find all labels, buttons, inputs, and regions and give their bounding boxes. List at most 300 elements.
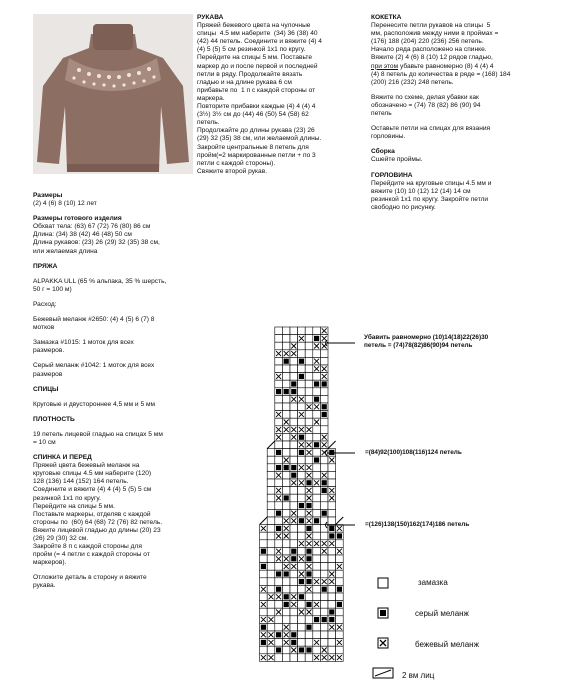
middle-line: маркера. bbox=[197, 94, 225, 102]
sweater-photo bbox=[33, 14, 193, 174]
chart-cell bbox=[267, 563, 275, 571]
right-line: Сшейте проймы. bbox=[371, 156, 423, 164]
chart-cell-grey-mark bbox=[261, 640, 266, 645]
chart-cell bbox=[305, 616, 313, 624]
chart-cell bbox=[313, 525, 321, 533]
chart-cell bbox=[260, 570, 268, 578]
middle-line: маркер до и после первой и последней bbox=[197, 62, 318, 70]
chart-cell bbox=[282, 365, 290, 373]
left-line: = 10 см bbox=[33, 438, 56, 446]
chart-cell bbox=[313, 631, 321, 639]
right-line: резинкой 1x1 по кругу. Закройте петли bbox=[371, 195, 489, 203]
chart-cell bbox=[275, 327, 283, 335]
chart-cell bbox=[305, 365, 313, 373]
right-line: Перейдите на круговые спицы 4.5 мм и bbox=[371, 179, 492, 187]
chart-cell bbox=[313, 471, 321, 479]
chart-cell bbox=[290, 654, 298, 662]
chart-cell bbox=[320, 639, 328, 647]
chart-cell bbox=[282, 441, 290, 449]
chart-cell-grey-mark bbox=[276, 389, 281, 394]
chart-cell bbox=[305, 335, 313, 343]
left-line: Соедините и вяжите (4) 4 (4) 5 (5) 5 см bbox=[33, 486, 152, 494]
chart-cell bbox=[290, 525, 298, 533]
chart-cell-grey-mark bbox=[322, 587, 327, 592]
chart-cell bbox=[313, 585, 321, 593]
chart-cell bbox=[305, 456, 313, 464]
chart-cell bbox=[313, 547, 321, 555]
middle-line: спицы 4.5 мм наберите (34) 36 (38) 40 bbox=[197, 30, 318, 38]
chart-cell bbox=[267, 646, 275, 654]
chart-cell bbox=[267, 509, 275, 517]
chart-cell bbox=[336, 616, 344, 624]
right-line: (176) 188 (204) 220 (236) 256 петель. bbox=[371, 38, 484, 46]
chart-cell bbox=[298, 380, 306, 388]
middle-line: Продолжайте до длины рукава (23) 26 bbox=[197, 127, 315, 135]
chart-cell bbox=[282, 502, 290, 510]
chart-cell bbox=[267, 601, 275, 609]
chart-cell bbox=[267, 479, 275, 487]
chart-cell-grey-mark bbox=[284, 465, 289, 470]
chart-cell-grey-mark bbox=[261, 625, 266, 630]
chart-cell bbox=[282, 403, 290, 411]
chart-cell-grey-mark bbox=[284, 602, 289, 607]
chart-cell bbox=[275, 335, 283, 343]
right-line: Вяжите (2) 4 (6) 8 (10) 12 рядов гладью, bbox=[371, 54, 493, 62]
chart-cell bbox=[298, 487, 306, 495]
chart-cell bbox=[298, 616, 306, 624]
chart-cell-grey-mark bbox=[299, 359, 304, 364]
chart-cell bbox=[267, 525, 275, 533]
chart-cell bbox=[305, 342, 313, 350]
chart-cell bbox=[260, 532, 268, 540]
chart-cell bbox=[320, 555, 328, 563]
chart-cell bbox=[305, 418, 313, 426]
chart-cell bbox=[267, 487, 275, 495]
chart-cell-grey-mark bbox=[337, 533, 342, 538]
chart-cell bbox=[290, 570, 298, 578]
chart-cell bbox=[313, 327, 321, 335]
chart-cell bbox=[282, 654, 290, 662]
chart-cell-grey-mark bbox=[306, 480, 311, 485]
chart-cell bbox=[313, 464, 321, 472]
chart-cell bbox=[290, 616, 298, 624]
chart-cell bbox=[282, 479, 290, 487]
middle-line: (4) 5 (5) 5 см резинкой 1x1 по кругу. bbox=[197, 46, 306, 54]
chart-cell bbox=[313, 494, 321, 502]
chart-cell bbox=[282, 646, 290, 654]
chart-cell-grey-mark bbox=[261, 549, 266, 554]
chart-cell-grey-mark bbox=[306, 647, 311, 652]
chart-cell bbox=[313, 502, 321, 510]
left-line: (26) 29 (30) 32 см. bbox=[33, 535, 89, 542]
left-line: пройм (= 4 петли с каждой стороны от bbox=[33, 551, 150, 559]
left-line: мотков bbox=[33, 324, 55, 332]
left-line: маркеров). bbox=[33, 559, 67, 567]
chart-cell bbox=[267, 471, 275, 479]
chart-cell-grey-mark bbox=[314, 617, 319, 622]
chart-cell bbox=[298, 471, 306, 479]
middle-line: Пряжей бежевого цвета на чулочные bbox=[197, 22, 311, 30]
chart-cell bbox=[290, 532, 298, 540]
chart-cell-grey-mark bbox=[276, 587, 281, 592]
chart-cell bbox=[275, 654, 283, 662]
chart-cell bbox=[305, 357, 313, 365]
chart-cell-grey-mark bbox=[329, 617, 334, 622]
chart-cell bbox=[267, 578, 275, 586]
chart-cell-grey-mark bbox=[291, 465, 296, 470]
chart-cell-grey-mark bbox=[284, 571, 289, 576]
chart-cell bbox=[267, 532, 275, 540]
chart-cell bbox=[275, 403, 283, 411]
chart-cell bbox=[267, 547, 275, 555]
chart-cell bbox=[282, 509, 290, 517]
chart-cell bbox=[282, 487, 290, 495]
chart-cell bbox=[298, 388, 306, 396]
chart-cell bbox=[267, 456, 275, 464]
chart-cell bbox=[298, 654, 306, 662]
middle-line: петли с каждой стороны). bbox=[197, 159, 276, 167]
chart-cell bbox=[275, 540, 283, 548]
chart-cell-grey-mark bbox=[284, 594, 289, 599]
chart-cell bbox=[282, 578, 290, 586]
chart-cell-grey-mark bbox=[314, 397, 319, 402]
legend-label-zamazka: замазка bbox=[418, 578, 448, 587]
right-line: петель bbox=[371, 110, 392, 118]
chart-cell bbox=[282, 540, 290, 548]
chart-cell bbox=[290, 487, 298, 495]
chart-cell-grey-mark bbox=[299, 647, 304, 652]
chart-cell bbox=[313, 426, 321, 434]
left-line: Размеры готового изделия bbox=[33, 215, 122, 223]
chart-cell-grey-mark bbox=[284, 359, 289, 364]
chart-cell bbox=[282, 395, 290, 403]
right-column bbox=[371, 14, 561, 212]
chart-cell bbox=[305, 631, 313, 639]
chart-cell-grey-mark bbox=[299, 579, 304, 584]
chart-cell bbox=[328, 547, 336, 555]
left-line: Серый меланж #1042: 1 моток для всех bbox=[33, 362, 155, 370]
middle-line: Свяжите второй рукав. bbox=[197, 167, 268, 175]
chart-cell bbox=[290, 578, 298, 586]
chart-cell bbox=[336, 570, 344, 578]
right-line: Вяжите по схеме, делая убавки как bbox=[371, 93, 479, 101]
chart-cell bbox=[267, 540, 275, 548]
chart-cell bbox=[320, 532, 328, 540]
legend-label-k2tog: 2 вм лиц bbox=[402, 671, 435, 680]
chart-cell bbox=[336, 540, 344, 548]
chart-cell-grey-mark bbox=[291, 389, 296, 394]
chart-cell bbox=[305, 350, 313, 358]
chart-cell bbox=[275, 395, 283, 403]
left-column bbox=[33, 192, 223, 591]
legend-symbols bbox=[370, 575, 400, 690]
middle-line: петель. bbox=[197, 119, 220, 127]
right-line: (4) 8 петель до количества в ряде = (168) 184 bbox=[371, 70, 511, 78]
chart-cell bbox=[328, 585, 336, 593]
left-line: Поставьте маркеры, отделяв с каждой bbox=[33, 510, 151, 518]
left-line: Замазка #1015: 1 моток для всех bbox=[33, 339, 134, 347]
chart-cell-grey-mark bbox=[306, 602, 311, 607]
chart-cell bbox=[267, 449, 275, 457]
chart-cell-grey-mark bbox=[276, 450, 281, 455]
chart-cell bbox=[298, 342, 306, 350]
right-line: обозначено = (74) 78 (82) 86 (90) 94 bbox=[371, 101, 481, 109]
left-line: размеров bbox=[33, 370, 63, 378]
chart-cell bbox=[320, 623, 328, 631]
chart-cell-grey-mark bbox=[261, 564, 266, 569]
chart-cell bbox=[290, 441, 298, 449]
middle-line: петли в ряду. Продолжайте вязать bbox=[197, 70, 303, 78]
chart-cell bbox=[275, 616, 283, 624]
chart-cell bbox=[298, 639, 306, 647]
chart-cell bbox=[336, 631, 344, 639]
middle-column bbox=[197, 14, 367, 176]
chart-cell bbox=[313, 532, 321, 540]
chart-cell bbox=[336, 608, 344, 616]
chart-cell bbox=[328, 601, 336, 609]
chart-cell bbox=[305, 388, 313, 396]
chart-cell bbox=[282, 380, 290, 388]
right-line: горловины. bbox=[371, 133, 406, 141]
chart-cell bbox=[282, 411, 290, 419]
middle-line: пройм(=2 маркированные петли + по 3 bbox=[197, 151, 316, 159]
chart-cell bbox=[320, 608, 328, 616]
chart-note-decrease-2: =(84)92(100)108(116)124 петель bbox=[365, 449, 462, 456]
chart-cell bbox=[336, 578, 344, 586]
chart-cell-grey-mark bbox=[306, 549, 311, 554]
chart-cell bbox=[298, 601, 306, 609]
chart-cell bbox=[282, 335, 290, 343]
left-line: стороны по (60) 64 (68) 72 (76) 82 петель. bbox=[33, 518, 163, 526]
chart-note-decrease-1: Убавить равномерно (10)14(18)22(26)30 петель = (74)78(82)86(90)94 петель bbox=[364, 334, 489, 349]
chart-cell bbox=[313, 350, 321, 358]
chart-cell bbox=[313, 623, 321, 631]
chart-cell bbox=[313, 388, 321, 396]
chart-cell bbox=[282, 616, 290, 624]
chart-cell bbox=[275, 601, 283, 609]
chart-cell-grey-mark bbox=[291, 632, 296, 637]
chart-cell-grey-mark bbox=[291, 640, 296, 645]
chart-cell bbox=[275, 479, 283, 487]
chart-cell bbox=[275, 502, 283, 510]
chart-cell-grey-mark bbox=[299, 374, 304, 379]
chart-cell bbox=[305, 639, 313, 647]
left-line: круговые спицы 4.5 мм наберите (120) bbox=[33, 470, 152, 478]
chart-cell bbox=[328, 563, 336, 571]
chart-cell bbox=[290, 456, 298, 464]
right-line: при этом убавьте равномерно (8) 4 (4) 4 bbox=[371, 62, 494, 70]
chart-cell bbox=[290, 494, 298, 502]
chart-cell-grey-mark bbox=[306, 571, 311, 576]
chart-cell-grey-mark bbox=[299, 435, 304, 440]
chart-cell bbox=[313, 373, 321, 381]
chart-cell bbox=[290, 623, 298, 631]
chart-cell bbox=[267, 555, 275, 563]
left-line: Длина рукавов: (23) 26 (29) 32 (35) 38 см, bbox=[33, 239, 160, 247]
chart-cell bbox=[305, 327, 313, 335]
left-line: (2) 4 (6) 8 (10) 12 лет bbox=[33, 200, 97, 208]
chart-cell-grey-mark bbox=[314, 518, 319, 523]
chart-cell bbox=[275, 456, 283, 464]
chart-cell bbox=[313, 563, 321, 571]
chart-cell bbox=[320, 631, 328, 639]
chart-cell-grey-mark bbox=[337, 587, 342, 592]
left-line: ALPAKKA ULL (65 % альпака, 35 % шерсть, bbox=[33, 277, 167, 285]
right-line: Сборка bbox=[371, 148, 395, 156]
chart-cell bbox=[260, 578, 268, 586]
chart-cell-grey-mark bbox=[314, 442, 319, 447]
chart-cell-grey-mark bbox=[276, 465, 281, 470]
middle-line: гладью и на длине рукава 6 см bbox=[197, 78, 292, 86]
chart-cell bbox=[282, 449, 290, 457]
chart-cell-grey-mark bbox=[291, 473, 296, 478]
chart-cell bbox=[298, 365, 306, 373]
chart-cell bbox=[298, 494, 306, 502]
chart-cell bbox=[275, 357, 283, 365]
legend-label-grey: серый меланж bbox=[415, 609, 469, 618]
chart-cell bbox=[290, 418, 298, 426]
chart-cell bbox=[320, 593, 328, 601]
chart-cell bbox=[313, 555, 321, 563]
chart-cell bbox=[298, 525, 306, 533]
chart-cell bbox=[328, 639, 336, 647]
chart-cell bbox=[260, 555, 268, 563]
chart-decrease-mark bbox=[260, 517, 268, 525]
middle-line: прибавьте по 1 п с каждой стороны от bbox=[197, 86, 316, 94]
middle-line: Перейдите на спицы 5 мм. Поставьте bbox=[197, 54, 313, 62]
chart-cell bbox=[298, 418, 306, 426]
chart-cell bbox=[336, 646, 344, 654]
chart-cell bbox=[282, 585, 290, 593]
chart-cell bbox=[298, 532, 306, 540]
legend-empty-icon bbox=[378, 578, 388, 588]
left-line: Расход: bbox=[33, 300, 57, 308]
chart-cell bbox=[313, 411, 321, 419]
chart-cell bbox=[275, 418, 283, 426]
chart-cell bbox=[298, 563, 306, 571]
right-line: КОКЕТКА bbox=[371, 14, 402, 21]
chart-cell-grey-mark bbox=[299, 503, 304, 508]
chart-cell bbox=[260, 540, 268, 548]
chart-cell bbox=[298, 403, 306, 411]
chart-cell bbox=[320, 563, 328, 571]
chart-cell-grey-mark bbox=[306, 526, 311, 531]
chart-cell-grey-mark bbox=[299, 518, 304, 523]
chart-cell bbox=[298, 456, 306, 464]
chart-cell-grey-mark bbox=[306, 579, 311, 584]
chart-cell bbox=[275, 517, 283, 525]
left-line: резинкой 1x1 по кругу. bbox=[33, 494, 101, 502]
chart-cell bbox=[298, 623, 306, 631]
chart-cell bbox=[267, 623, 275, 631]
chart-cell-grey-mark bbox=[276, 526, 281, 531]
right-line: мм, расположив между ними в проймах = bbox=[371, 30, 499, 38]
left-line: размеров. bbox=[33, 347, 65, 355]
chart-cell bbox=[275, 342, 283, 350]
chart-cell bbox=[290, 411, 298, 419]
right-line: ГОРЛОВИНА bbox=[371, 171, 413, 179]
chart-cell-grey-mark bbox=[329, 533, 334, 538]
chart-cell-grey-mark bbox=[276, 647, 281, 652]
left-line: Отложите деталь в сторону и вяжите bbox=[33, 574, 147, 582]
chart-cell bbox=[290, 335, 298, 343]
chart-cell bbox=[313, 449, 321, 457]
left-line: Закройте 8 п с каждой стороны для bbox=[33, 543, 142, 551]
right-line: Начало ряда расположено на спинке. bbox=[371, 46, 487, 54]
chart-cell bbox=[298, 547, 306, 555]
chart-cell-grey-mark bbox=[276, 571, 281, 576]
chart-cell bbox=[305, 373, 313, 381]
chart-cell-grey-mark bbox=[276, 632, 281, 637]
chart-cell bbox=[290, 502, 298, 510]
chart-cell bbox=[313, 608, 321, 616]
chart-cell bbox=[313, 570, 321, 578]
chart-decrease-mark bbox=[267, 441, 275, 449]
legend-label-beige: бежевый меланж bbox=[415, 640, 479, 649]
left-line: 50 г = 100 м) bbox=[33, 285, 72, 293]
chart-cell bbox=[305, 654, 313, 662]
middle-line: Закройте центральные 8 петель для bbox=[197, 143, 309, 151]
left-line: или желаемая длина bbox=[33, 247, 98, 255]
right-line: (200) 216 (232) 248 петель. bbox=[371, 78, 454, 86]
chart-cell-grey-mark bbox=[314, 336, 319, 341]
chart-cell bbox=[313, 487, 321, 495]
left-line: ПРЯЖА bbox=[33, 262, 58, 270]
chart-cell bbox=[328, 646, 336, 654]
chart-cell bbox=[267, 570, 275, 578]
chart-cell-grey-mark bbox=[299, 450, 304, 455]
chart-cell bbox=[267, 464, 275, 472]
chart-cell bbox=[320, 570, 328, 578]
left-line: Обхват тела: (63) 67 (72) 76 (80) 86 см bbox=[33, 223, 151, 231]
left-line: СПИНКА И ПЕРЕД bbox=[33, 454, 92, 462]
chart-cell bbox=[336, 593, 344, 601]
chart-cell bbox=[260, 608, 268, 616]
chart-cell-grey-mark bbox=[306, 625, 311, 630]
chart-cell bbox=[298, 509, 306, 517]
chart-cell bbox=[298, 350, 306, 358]
middle-line: (29) 32 (35) 38 см, или желаемой длины. bbox=[197, 135, 322, 143]
chart-cell-grey-mark bbox=[291, 556, 296, 561]
chart-cell bbox=[282, 608, 290, 616]
chart-arrows bbox=[325, 330, 365, 530]
left-line: Бежевый меланж #2650: (4) 4 (5) 6 (7) 8 bbox=[33, 316, 155, 324]
chart-cell bbox=[282, 471, 290, 479]
left-line: ПЛОТНОСТЬ bbox=[33, 415, 75, 423]
chart-cell bbox=[260, 593, 268, 601]
chart-note-decrease-3: =(126)138(150)162(174)186 петель bbox=[365, 521, 470, 528]
chart-cell bbox=[267, 502, 275, 510]
chart-cell bbox=[267, 517, 275, 525]
chart-cell bbox=[298, 327, 306, 335]
chart-cell-grey-mark bbox=[314, 457, 319, 462]
chart-cell bbox=[282, 547, 290, 555]
chart-cell bbox=[275, 623, 283, 631]
middle-line: (42) 44 петель. Соедините и вяжите (4) 4 bbox=[197, 38, 322, 46]
chart-cell bbox=[275, 365, 283, 373]
left-line: 19 петель лицевой гладью на спицах 5 мм bbox=[33, 430, 163, 438]
chart-cell-grey-mark bbox=[299, 594, 304, 599]
chart-cell bbox=[290, 608, 298, 616]
left-line: Вяжите лицевой гладью до длины (20) 23 bbox=[33, 526, 161, 534]
chart-cell bbox=[298, 585, 306, 593]
chart-cell bbox=[282, 342, 290, 350]
chart-cell bbox=[305, 395, 313, 403]
chart-cell-grey-mark bbox=[314, 381, 319, 386]
chart-cell bbox=[275, 563, 283, 571]
chart-cell bbox=[290, 327, 298, 335]
chart-cell bbox=[260, 646, 268, 654]
